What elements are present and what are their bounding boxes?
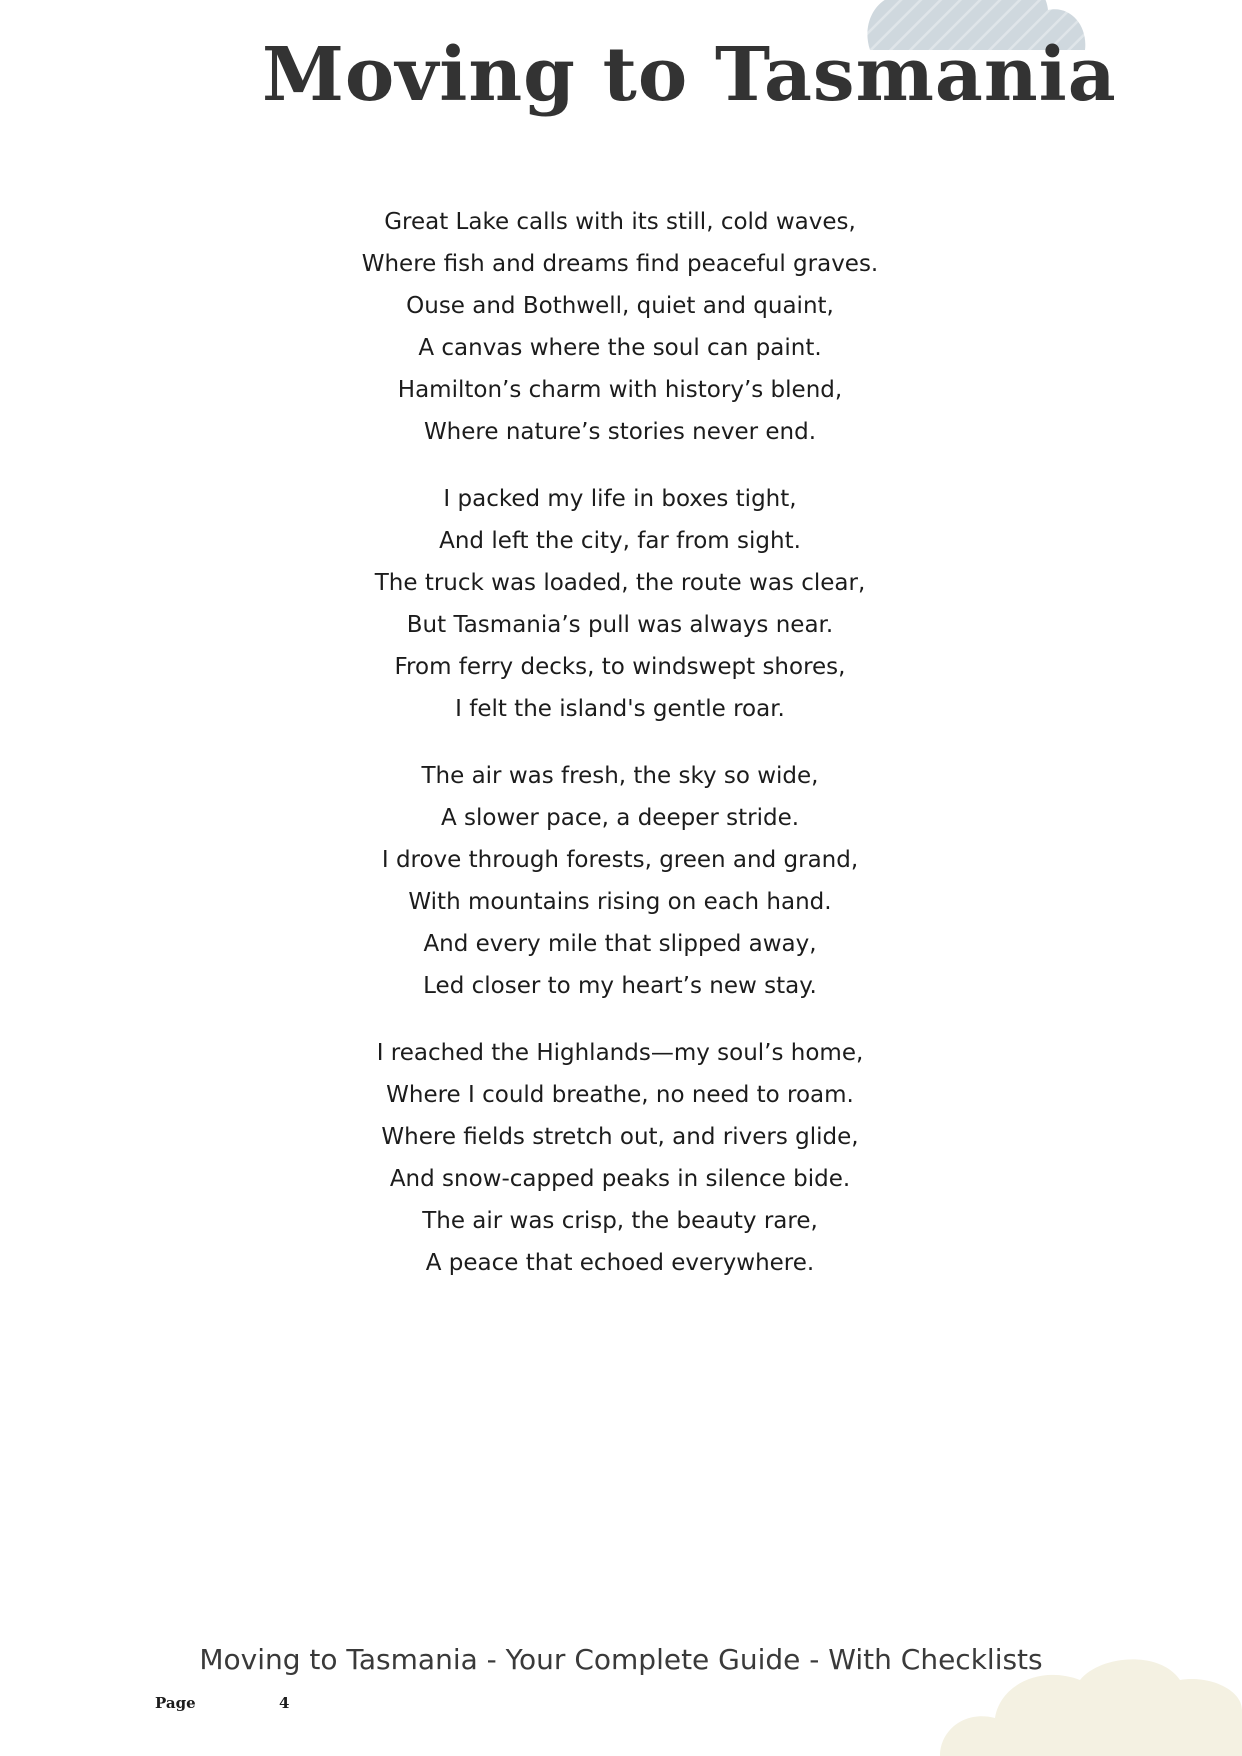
poem-line: A peace that echoed everywhere. [425, 1250, 815, 1276]
poem-line: I packed my life in boxes tight, [443, 486, 797, 512]
poem-stanza-1 [300, 201, 940, 453]
poem-line: The air was crisp, the beauty rare, [422, 1208, 818, 1234]
poem-stanza-2 [300, 478, 940, 730]
poem-line: I felt the island's gentle roar. [455, 696, 785, 722]
poem-line: From ferry decks, to windswept shores, [394, 654, 846, 680]
poem-stanza-3 [300, 755, 940, 1007]
poem-line: Led closer to my heart’s new stay. [423, 973, 817, 999]
poem-line: Hamilton’s charm with history’s blend, [397, 377, 843, 403]
poem-line: Where fish and dreams find peaceful graves. [361, 251, 879, 277]
poem-line: And every mile that slipped away, [423, 931, 817, 957]
poem-line: And snow-capped peaks in silence bide. [389, 1166, 851, 1192]
poem-line: A slower pace, a deeper stride. [440, 805, 800, 831]
poem-line: Where fields stretch out, and rivers glide, [381, 1124, 859, 1150]
poem-line: With mountains rising on each hand. [408, 889, 832, 915]
poem-stanza-4 [300, 1032, 940, 1284]
poem-line: But Tasmania’s pull was always near. [406, 612, 834, 638]
page-title: Moving to Tasmania [262, 32, 1117, 118]
poem-line: Great Lake calls with its still, cold waves, [384, 209, 856, 235]
poem-line: Where I could breathe, no need to roam. [386, 1082, 854, 1108]
poem-line: I reached the Highlands—my soul’s home, [376, 1040, 864, 1066]
poem-line: And left the city, far from sight. [439, 528, 801, 554]
poem-line: Ouse and Bothwell, quiet and quaint, [406, 293, 834, 319]
page-number: 4 [279, 1694, 290, 1712]
poem-line: The truck was loaded, the route was clear, [374, 570, 866, 596]
poem-line: Where nature’s stories never end. [423, 419, 817, 445]
poem-line: The air was fresh, the sky so wide, [421, 763, 819, 789]
poem [300, 201, 940, 1309]
poem-line: A canvas where the soul can paint. [418, 335, 822, 361]
poem-line: I drove through forests, green and grand, [381, 847, 859, 873]
footer-title: Moving to Tasmania - Your Complete Guide - With Checklists [199, 1643, 1043, 1676]
page-label: Page [155, 1694, 196, 1712]
